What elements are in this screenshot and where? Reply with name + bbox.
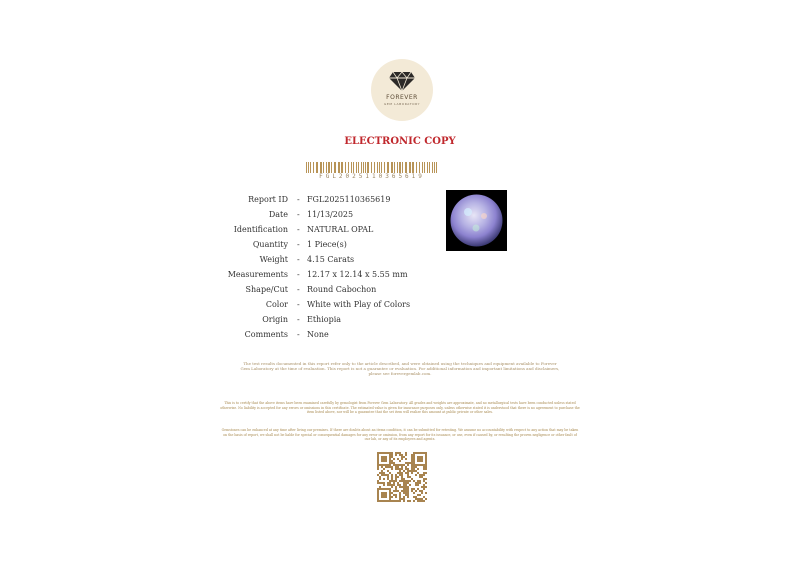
detail-row	[196, 195, 436, 210]
detail-separator: -	[297, 225, 300, 234]
detail-value: 1 Piece(s)	[307, 240, 347, 249]
detail-value: Ethiopia	[307, 315, 342, 324]
disclaimer-certification: This is to certify that the above items have been examined carefully by gemologist from Forever Gem Laboratory. All grades and weights are approximate, and no metallurgical tests have been conducted unless stated otherwise. No liability is accepted for any errors or omissions in this certificate. The estimated value is given for insurance purposes only, unless otherwise stated it is understood that there is no agreement to purchase the item listed above, nor will be a guarantee that the set item will realize this amount at public private or other sales.	[220, 401, 580, 415]
report-details	[196, 195, 436, 345]
detail-label: Measurements	[227, 270, 288, 279]
logo-subtitle: GEM LABORATORY	[383, 102, 421, 106]
logo-brand-text: FOREVER	[386, 94, 418, 101]
detail-value: None	[307, 330, 329, 339]
gemstone-photo	[446, 190, 507, 251]
detail-value: NATURAL OPAL	[307, 225, 374, 234]
detail-value: 11/13/2025	[307, 210, 354, 219]
detail-separator: -	[297, 270, 300, 279]
detail-row	[196, 330, 436, 345]
lab-logo	[371, 59, 433, 121]
detail-separator: -	[297, 210, 300, 219]
detail-value: 4.15 Carats	[307, 255, 355, 264]
disclaimer-liability: Gemstones can be enhanced at any time after living our premises. If there are doubts about an items condition, it can be submitted for retesting. We assume no accountability with respect to any action that may be taken on the basis of report, we shall not be liable for special or consequential damages for any error or omission, from any report for its issuance, or use, even if caused by, or resulting the proven negligence or other fault of our lab, or any of its employees and agents.	[221, 428, 579, 442]
detail-label: Shape/Cut	[245, 285, 288, 294]
detail-label: Color	[265, 300, 288, 309]
detail-label: Report ID	[248, 195, 288, 204]
detail-row	[196, 270, 436, 285]
detail-label: Identification	[233, 225, 288, 234]
detail-separator: -	[297, 285, 300, 294]
detail-value: White with Play of Colors	[307, 300, 411, 309]
detail-label: Weight	[259, 255, 288, 264]
document-title: ELECTRONIC COPY	[344, 136, 456, 147]
qr-code[interactable]	[377, 452, 427, 502]
detail-row	[196, 255, 436, 270]
detail-value: 12.17 x 12.14 x 5.55 mm	[307, 270, 408, 279]
detail-separator: -	[297, 330, 300, 339]
detail-row	[196, 240, 436, 255]
detail-row	[196, 315, 436, 330]
detail-separator: -	[297, 240, 300, 249]
detail-row	[196, 210, 436, 225]
detail-separator: -	[297, 255, 300, 264]
diamond-icon	[388, 70, 416, 92]
detail-value: FGL2025110365619	[307, 195, 391, 204]
detail-label: Quantity	[252, 240, 288, 249]
disclaimer-results: The test results documented in this report refer only to the article described, and were obtained using the techniques and equipment available to Forever Gem Laboratory at the time of evaluation. This report is not a guarantee or evaluation. For additional information and important limitations and disclaimers, please see forevergemlab.com.	[240, 361, 560, 376]
detail-separator: -	[297, 315, 300, 324]
detail-separator: -	[297, 195, 300, 204]
barcode	[306, 162, 438, 173]
detail-label: Origin	[262, 315, 288, 324]
detail-label: Comments	[244, 330, 288, 339]
detail-separator: -	[297, 300, 300, 309]
detail-value: Round Cabochon	[307, 285, 377, 294]
detail-row	[196, 300, 436, 315]
detail-row	[196, 285, 436, 300]
detail-label: Date	[268, 210, 288, 219]
detail-row	[196, 225, 436, 240]
barcode-number: FGL2025110365619	[319, 173, 425, 180]
